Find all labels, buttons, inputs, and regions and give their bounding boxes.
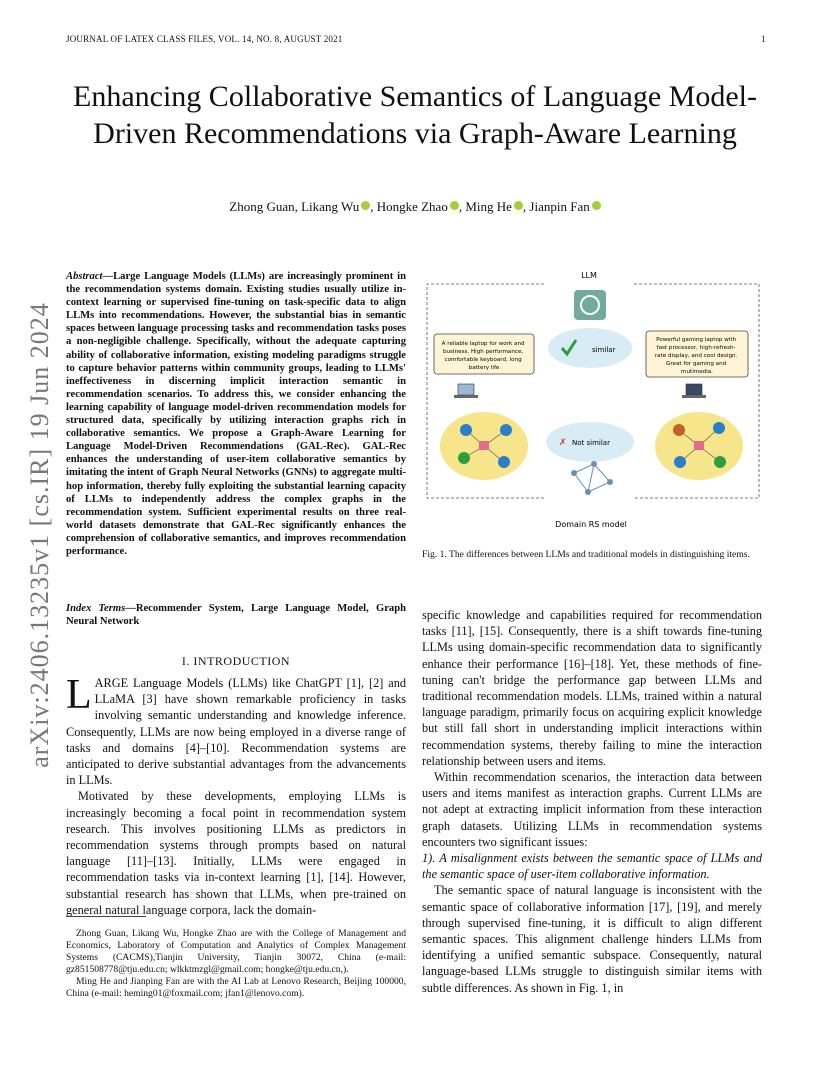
abstract — [66, 270, 406, 558]
llm-cloud — [548, 328, 632, 368]
issue-1-heading: 1). A misalignment exists between the semantic space of LLMs and the semantic space of user-item collaborative information. — [422, 851, 762, 882]
figure-1-caption: Fig. 1. The differences between LLMs and traditional models in distinguishing items. — [422, 549, 750, 560]
footnote-affiliation-2: Ming He and Jianping Fan are with the AI Lab at Lenovo Research, Beijing 100000, China (e-mail: heming01@foxmail.com; jfan1@lenovo.com). — [66, 976, 406, 999]
intro-paragraph-1 — [66, 672, 406, 788]
paragraph-text: ARGE Language Models (LLMs) like ChatGPT [1], [2] and LLaMA [3] have shown remarkable proficiency in tasks involving semantic understanding and knowledge inference. Consequently, LLMs are now being employed in a diverse range of tasks and domains [4]–[10]. Recommendation systems are anticipated to derive substantial advantages from the advancements in LLMs. — [66, 676, 406, 788]
intro-right-column — [422, 607, 762, 996]
paper-title: Enhancing Collaborative Semantics of Language Model-Driven Recommendations via Graph-Aware Learning — [73, 80, 757, 150]
index-terms-text: —Recommender System, Large Language Model, Graph Neural Network — [66, 603, 406, 628]
llm-label: LLM — [581, 271, 597, 280]
orcid-icon[interactable] — [450, 201, 459, 210]
intro-paragraph-3: specific knowledge and capabilities required for recommendation tasks [11], [15]. Consequently, there is a shift towards fine-tuning LLMs using domain-specific recommendation data to significantly enhance their performance [16]–[18]. Yet, these methods of fine-tuning can't bridge the performance gap between LLMs and traditional recommendation models. LLMs, trained within a natural language paradigm, primarily focus on acquiring explicit knowledge but still fall short in understanding implicit interactions within recommendation systems, thereby failing to mine the interaction relationship between users and items. — [422, 608, 762, 768]
svg-text:Powerful gaming laptop with: Powerful gaming laptop with fast processor, high-refresh- rate display, and cool design. Great for gaming and mutimedia. — [654, 337, 738, 375]
running-header — [66, 34, 766, 44]
intro-paragraph-2: Motivated by these developments, employing LLMs is increasingly becoming a focal point in recommendation system research. This involves positioning LLMs as predictors in recommendation systems through prompts based on natural language [11]–[13]. Initially, LLMs were engaged in recommendation tasks via in-context learning [1], [14]. However, substantial research has shown that LLMs, when pre-trained on general natural language corpora, lack the domain- — [66, 789, 406, 917]
laptop-icon — [458, 384, 474, 395]
chatgpt-icon — [574, 290, 606, 320]
footnote-rule — [66, 916, 146, 917]
author: Jianpin Fan — [529, 199, 590, 214]
intro-paragraph-4: Within recommendation scenarios, the interaction data between users and items manifest as interaction graphs. Current LLMs are not adept at extracting implicit information from these interaction graph datasets. Utilizing LLMs in recommendation systems encounters two significant issues: — [422, 770, 762, 849]
arxiv-stamp: arXiv:2406.13235v1 [cs.IR] 19 Jun 2024 — [25, 302, 54, 768]
author: Ming He — [465, 199, 512, 214]
abstract-text: —Large Language Models (LLMs) are increasingly prominent in the recommendation systems domain. Existing studies usually utilize in-context learning or supervised fine-tuning on task-specific data to align LLMs into recommendations. However, the substantial bias in semantic spaces between language processing tasks and recommendation tasks poses a non-negligible challenge. Specifically, without the adequate capturing ability of collaborative information, existing modeling paradigms struggle to capture behavior patterns within community groups, leading to LLMs' ineffectiveness in discerning implicit interaction semantic in recommendation scenarios. To address this, we consider enhancing the learning capability of language model-driven recommendation models for structured data, specifically by utilizing interaction graphs rich in collaborative semantics. We propose a Graph-Aware Learning for Language Model-Driven Recommendations (GAL-Rec). GAL-Rec enhances the understanding of user-item collaborative semantics by imitating the intent of Graph Neural Networks (GNNs) to aggregate multi-hop information, thereby fully exploiting the substantial learning capacity of LLMs to independently address the complex graphs in the recommendation system. Sufficient experimental results on three real-world datasets demonstrate that GAL-Rec significantly enhances the comprehension of collaborative semantics, and improves recommendation performance. — [66, 271, 406, 557]
footnote — [66, 928, 406, 1000]
orcid-icon[interactable] — [514, 201, 523, 210]
author-list: Zhong Guan, Likang Wu , Hongke Zhao , Ming He , Jianpin Fan — [40, 199, 790, 215]
gaming-laptop-icon — [686, 384, 702, 395]
svg-text:A reliable laptop for work and: A reliable laptop for work and business. High performance, comfortable keyboard, long battery life — [441, 341, 525, 371]
author-group: Zhong Guan, Likang Wu — [229, 199, 360, 214]
index-terms-label: Index Terms — [66, 603, 126, 614]
abstract-label: Abstract — [66, 271, 103, 282]
page-number: 1 — [761, 34, 766, 44]
orcid-icon[interactable] — [592, 201, 601, 210]
intro-paragraph-5: The semantic space of natural language is inconsistent with the semantic space of collaborative information [17], [19], and merely through supervised fine-tuning, it is difficult to align different semantic spaces. This alignment challenge hinders LLMs from identifying a unified semantic subspace. Consequently, natural language-based LLMs struggle to distinguish similar items with subtle differences. As shown in Fig. 1, in — [422, 883, 762, 995]
footnote-affiliation-1: Zhong Guan, Likang Wu, Hongke Zhao are with the College of Management and Economics, Laboratory of Computation and Analytics of Complex Management Systems (CACMS),Tianjin University, Tianjin 30072, China (e-mail: gz851508778@tju.edu.cn; wlkktmzgl@gmail.com; hongke@tju.edu.cn,). — [66, 928, 406, 975]
author: Hongke Zhao — [376, 199, 448, 214]
domain-rs-label: Domain RS model — [555, 520, 627, 529]
index-terms — [66, 602, 406, 628]
intro-left-column — [66, 672, 406, 918]
similar-label: similar — [592, 346, 616, 354]
orcid-icon[interactable] — [361, 201, 370, 210]
section-heading: I. INTRODUCTION — [181, 654, 291, 668]
figure-1 — [424, 268, 762, 536]
domain-rs-graph-icon — [572, 462, 613, 495]
cross-icon: ✗ — [559, 438, 567, 448]
journal-name: JOURNAL OF LATEX CLASS FILES, VOL. 14, NO. 8, AUGUST 2021 — [66, 34, 343, 44]
drop-cap: L — [66, 672, 92, 718]
not-similar-label: Not similar — [572, 439, 610, 447]
